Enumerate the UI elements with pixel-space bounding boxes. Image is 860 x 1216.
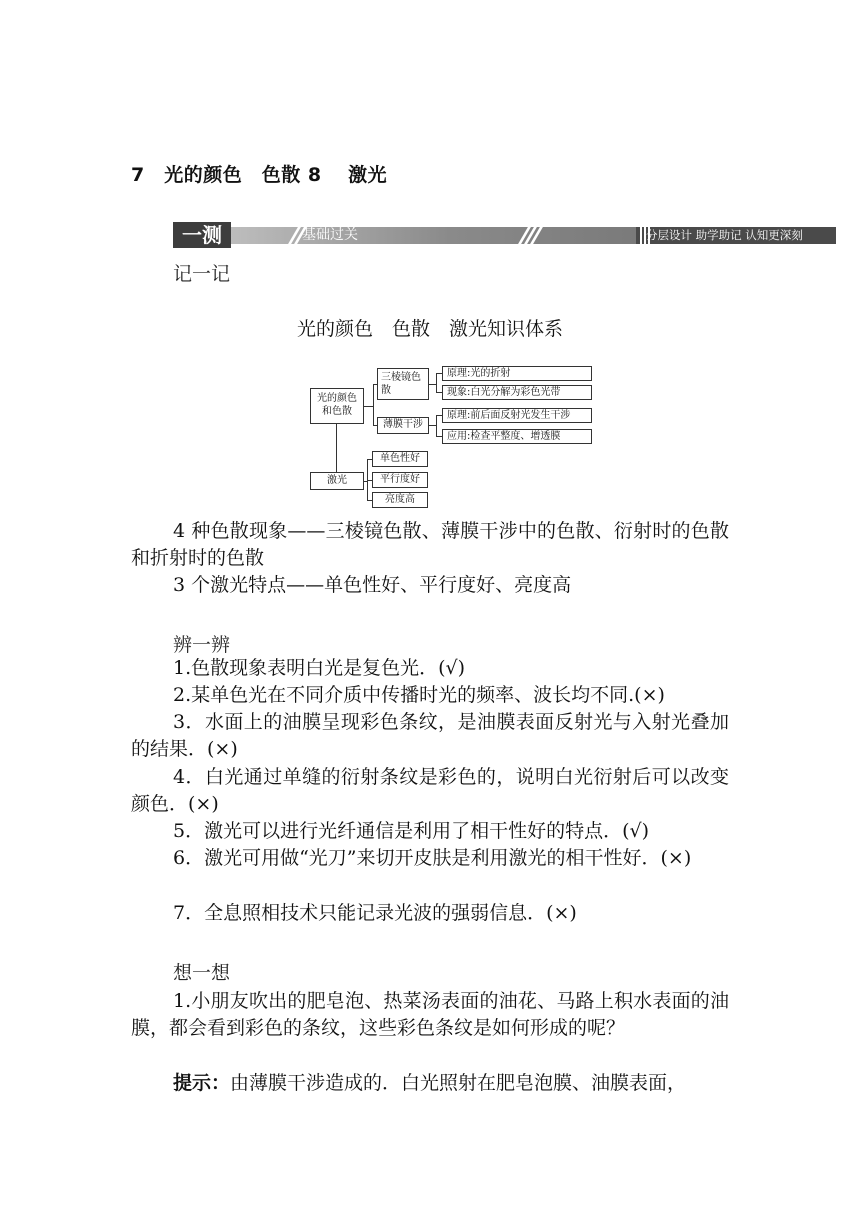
section-judge: 辨一辨 (173, 634, 231, 656)
banner-label: 基础过关 (302, 227, 358, 243)
hint-text: 由薄膜干涉造成的．白光照射在肥皂泡膜、油膜表面， (230, 1072, 687, 1094)
knowledge-diagram (310, 364, 610, 512)
diagram-film-principle: 原理:前后面反射光发生干涉 (442, 408, 592, 423)
diagram-prism-label: 三棱镜色散 (381, 372, 421, 396)
judge-item: 6．激光可用做“光刀”来切开皮肤是利用激光的相干性好．(×) (173, 847, 692, 869)
hint-label: 提示： (173, 1072, 231, 1094)
diagram-film-box: 薄膜干涉 (377, 417, 429, 434)
diagram-root-label: 光的颜色和色散 (317, 393, 357, 417)
judge-item: 2.某单色光在不同介质中传播时光的频率、波长均不同.(×) (173, 684, 665, 706)
section-remember: 记一记 (173, 263, 231, 285)
judge-item: 5．激光可以进行光纤通信是利用了相干性好的特点．(√) (173, 820, 650, 842)
summary-dispersion: 4 种色散现象——三棱镜色散、薄膜干涉中的色散、衍射时的色散和折射时的色散 (131, 520, 729, 569)
diagram-film-application: 应用:检查平整度、增透膜 (442, 429, 592, 444)
diagram-laser-feature: 亮度高 (372, 492, 428, 508)
judge-item: 7．全息照相技术只能记录光波的强弱信息．(×) (173, 902, 577, 924)
page-title: 7 光的颜色 色散 8 激光 (131, 164, 388, 186)
judge-item: 3．水面上的油膜呈现彩色条纹，是油膜表面反射光与入射光叠加的结果．(×) (131, 711, 729, 760)
diagram-prism-principle: 原理:光的折射 (442, 366, 592, 381)
diagram-laser-box: 激光 (310, 472, 364, 490)
think-hint (131, 1070, 729, 1097)
section-think: 想一想 (173, 962, 231, 984)
diagram-prism-box (377, 368, 429, 400)
banner-badge: 一测 (173, 222, 231, 248)
diagram-title: 光的颜色 色散 激光知识体系 (296, 318, 563, 340)
think-question: 1.小朋友吹出的肥皂泡、热菜汤表面的油花、马路上积水表面的油膜，都会看到彩色的条纹，这些彩色条纹是如何形成的呢？ (131, 990, 729, 1039)
banner-tagline: 分层设计 助学助记 认知更深刻 (646, 228, 803, 242)
diagram-laser-feature: 平行度好 (372, 472, 428, 488)
summary-laser: 3 个激光特点——单色性好、平行度好、亮度高 (173, 574, 572, 596)
judge-item: 1.色散现象表明白光是复色光．(√) (173, 657, 466, 679)
judge-item: 4．白光通过单缝的衍射条纹是彩色的，说明白光衍射后可以改变颜色．(×) (131, 766, 729, 815)
diagram-laser-feature: 单色性好 (372, 451, 428, 467)
diagram-root-box (310, 388, 364, 424)
diagram-prism-phenomenon: 现象:白光分解为彩色光带 (442, 385, 592, 400)
banner-stripe (231, 227, 803, 244)
section-banner (173, 222, 803, 248)
